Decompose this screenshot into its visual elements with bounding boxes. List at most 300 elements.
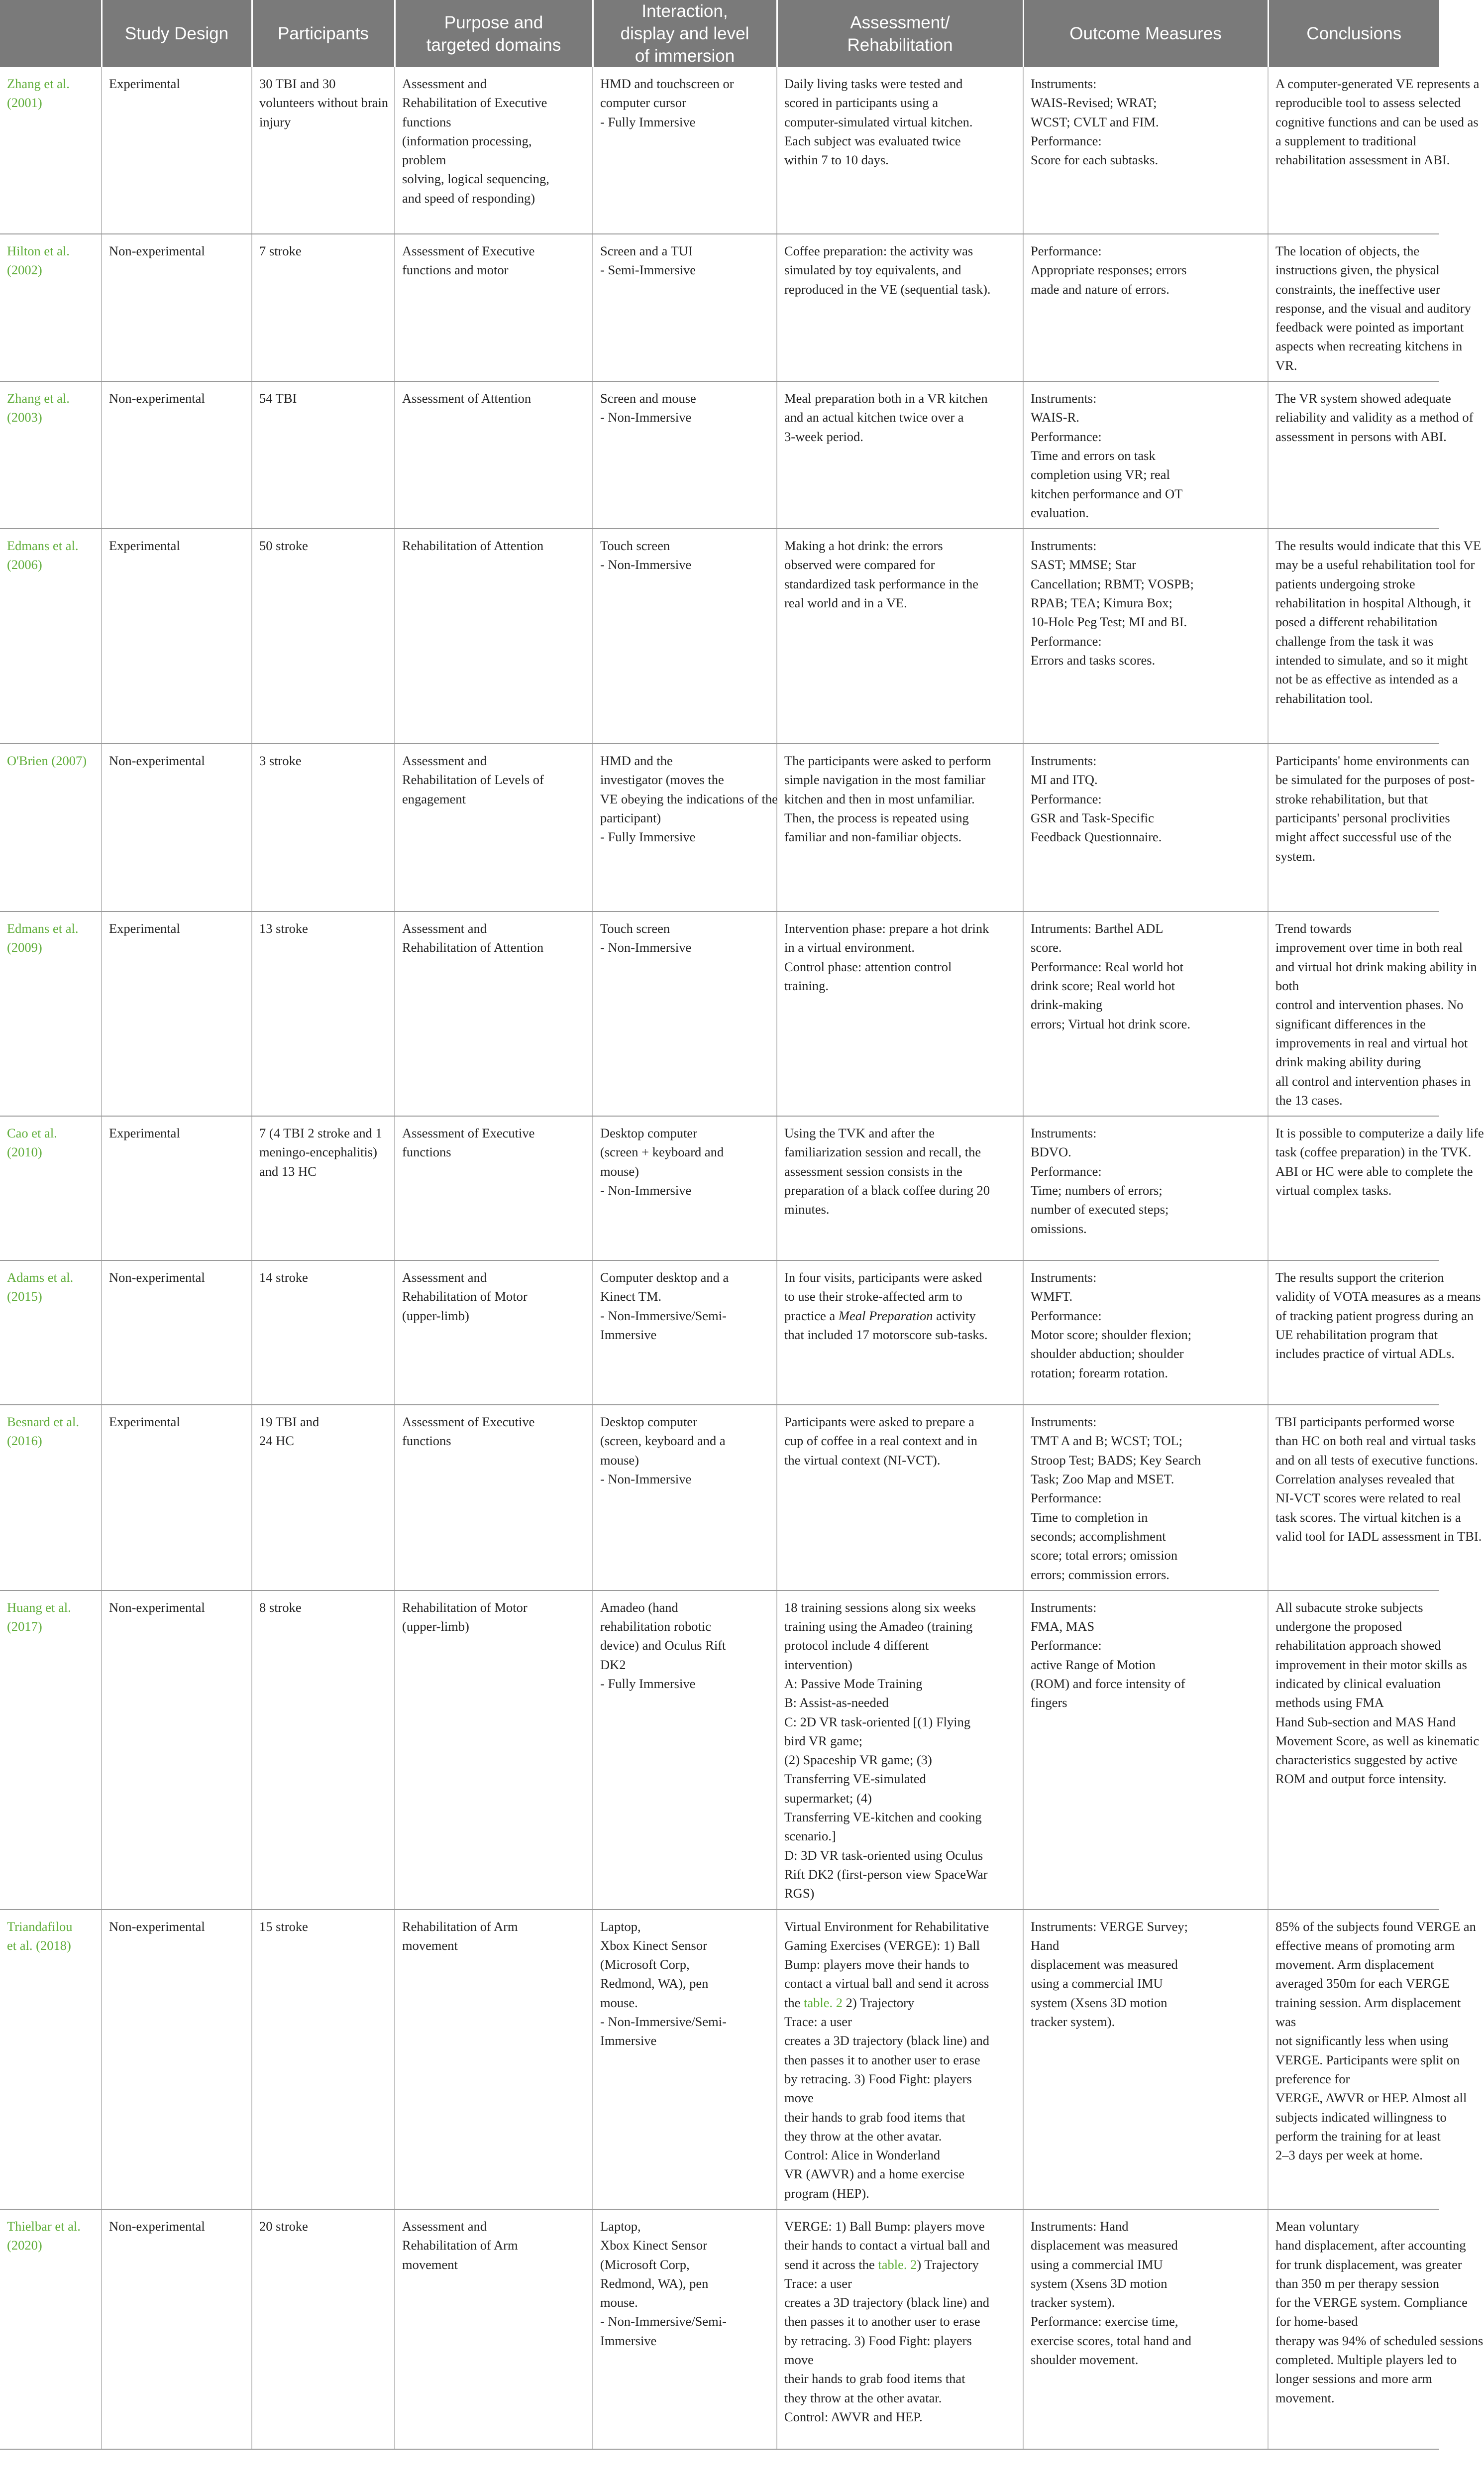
cell-text-line: functions: [402, 114, 451, 129]
cell-text-line: be simulated for the purposes of post-: [1275, 772, 1475, 788]
study-citation-link[interactable]: Thielbar et al.: [7, 2219, 81, 2234]
cell-text-line: Performance: Real world hot: [1031, 959, 1183, 974]
study-cell[interactable]: [0, 911, 102, 1116]
cell-text-line: 2–3 days per week at home.: [1275, 2148, 1423, 2163]
participants-cell: [252, 911, 395, 1116]
cell-text-line: - Fully Immersive: [600, 114, 696, 129]
cell-text-line: 7 stroke: [259, 243, 302, 258]
cell-text-line: WMFT.: [1031, 1289, 1073, 1304]
outcomes-cell: [1023, 1116, 1268, 1260]
cell-text-line: The results support the criterion: [1275, 1270, 1444, 1285]
interaction-cell: [593, 67, 777, 234]
cell-text-line: task (coffee preparation) in the TVK.: [1275, 1144, 1472, 1160]
cell-text-line: for home-based: [1275, 2314, 1358, 2329]
interaction-cell: [593, 529, 777, 744]
cell-text-line: posed a different rehabilitation: [1275, 614, 1438, 630]
cell-text-line: kitchen performance and OT: [1031, 486, 1183, 501]
study-cell[interactable]: [0, 381, 102, 529]
cell-text-line: Instruments:: [1031, 1414, 1097, 1430]
cell-text-line: drink-making: [1031, 997, 1103, 1013]
cell-text-line: Task; Zoo Map and MSET.: [1031, 1471, 1174, 1487]
cell-text-line: Virtual Environment for Rehabilitative: [784, 1919, 989, 1934]
header-row: [0, 0, 1439, 67]
cell-text-line: WAIS-R.: [1031, 410, 1079, 425]
cell-text-line: Intruments: Barthel ADL: [1031, 921, 1164, 936]
cell-text-line: It is possible to computerize a daily life: [1275, 1126, 1484, 1141]
cell-text-line: simple navigation in the most familiar: [784, 772, 986, 788]
assessment-cell: [777, 911, 1023, 1116]
cell-text-line: by retracing. 3) Food Fight: players: [784, 2071, 972, 2086]
cell-text-line: meningo-encephalitis): [259, 1144, 377, 1160]
cell-text-line: then passes it to another user to erase: [784, 2052, 980, 2067]
cell-text-line: Control: Alice in Wonderland: [784, 2148, 941, 2163]
cell-text-line: significant differences in the: [1275, 1016, 1426, 1031]
cell-text-line: instructions given, the physical: [1275, 262, 1440, 278]
study-citation-link[interactable]: Besnard et al.: [7, 1414, 79, 1430]
header-conclusions: Conclusions: [1268, 0, 1439, 67]
cell-text-line: their hands to grab food items that: [784, 2109, 965, 2125]
study-citation-link[interactable]: (2009): [7, 940, 42, 955]
cell-text-line: in a virtual environment.: [784, 940, 915, 955]
cell-text-line: Performance:: [1031, 791, 1102, 806]
cell-text-line: control and intervention phases. No: [1275, 997, 1464, 1013]
cell-text-line: GSR and Task-Specific: [1031, 810, 1154, 826]
purpose-cell: [395, 67, 593, 234]
cell-text-line: Non-experimental: [109, 243, 205, 258]
cell-text-line: Each subject was evaluated twice: [784, 133, 961, 148]
cell-text-line: completed. Multiple players led to: [1275, 2352, 1457, 2368]
design-cell: [102, 381, 252, 529]
cell-text-line: (Microsoft Corp,: [600, 1957, 690, 1972]
header-outcome-measures: Outcome Measures: [1023, 0, 1268, 67]
cell-text-line: reliability and validity as a method of: [1275, 410, 1474, 425]
cell-text-line: Time to completion in: [1031, 1509, 1148, 1525]
cell-text-line: includes practice of virtual ADLs.: [1275, 1346, 1455, 1361]
assessment-cell: [777, 1116, 1023, 1260]
cell-text-line: shoulder abduction; shoulder: [1031, 1346, 1184, 1361]
cell-text-line: than HC on both real and virtual tasks: [1275, 1433, 1476, 1449]
cell-text-line: 14 stroke: [259, 1270, 308, 1285]
cell-text-line: evaluation.: [1031, 505, 1089, 520]
cell-text-line: the table. 2 2) Trajectory: [784, 1995, 915, 2010]
cell-text-line: The results would indicate that this VE: [1275, 538, 1482, 554]
cell-text-line: exercise scores, total hand and: [1031, 2333, 1192, 2348]
cell-text-line: investigator (moves the: [600, 772, 724, 788]
assessment-cell: [777, 1590, 1023, 1910]
cell-text-line: of tracking patient progress during an: [1275, 1308, 1474, 1323]
cell-text-line: Making a hot drink: the errors: [784, 538, 943, 554]
header-interaction: Interaction, display and level of immersion: [593, 0, 777, 67]
cell-text-line: Screen and mouse: [600, 391, 696, 406]
cell-text-line: number of executed steps;: [1031, 1202, 1169, 1217]
cell-text-line: Rift DK2 (first-person view SpaceWar: [784, 1866, 988, 1882]
cell-text-line: mouse.: [600, 1995, 638, 2010]
cell-text-line: (upper-limb): [402, 1619, 469, 1634]
cell-text-line: a supplement to traditional: [1275, 133, 1417, 148]
study-citation-link[interactable]: (2006): [7, 557, 42, 572]
cell-text-line: 20 stroke: [259, 2219, 308, 2234]
cell-text-line: Rehabilitation of Executive: [402, 95, 547, 111]
conclusions-cell: [1268, 911, 1477, 1116]
cell-text-line: 50 stroke: [259, 538, 308, 554]
table-row: [0, 1910, 1439, 2209]
cell-text-line: Instruments:: [1031, 538, 1097, 554]
cell-text-line: Instruments:: [1031, 753, 1097, 769]
cell-text-line: Instruments: Hand: [1031, 2219, 1129, 2234]
study-citation-link[interactable]: Huang et al.: [7, 1599, 71, 1615]
purpose-cell: [395, 1590, 593, 1910]
conclusions-cell: [1268, 1260, 1481, 1405]
cell-text-line: device) and Oculus Rift: [600, 1638, 726, 1653]
interaction-cell: [593, 911, 777, 1116]
cell-text-line: for trunk displacement, was greater: [1275, 2257, 1462, 2272]
cell-text-line: they throw at the other avatar.: [784, 2390, 942, 2405]
cell-text-line: intended to simulate, and so it might: [1275, 652, 1468, 668]
outcomes-cell: [1023, 1405, 1268, 1590]
cell-text-line: for the VERGE system. Compliance: [1275, 2295, 1468, 2310]
cell-text-line: familiarization session and recall, the: [784, 1144, 981, 1160]
participants-cell: [252, 2209, 395, 2449]
interaction-cell: [593, 1590, 777, 1910]
study-citation-link[interactable]: Edmans et al.: [7, 538, 79, 554]
cell-text-line: Amadeo (hand: [600, 1599, 678, 1615]
cell-text-line: Non-experimental: [109, 1270, 205, 1285]
cell-text-line: movement.: [1275, 2390, 1335, 2405]
cell-text-line: 3-week period.: [784, 429, 863, 444]
table-row: [0, 381, 1439, 529]
purpose-cell: [395, 1116, 593, 1260]
cell-text-line: displacement was measured: [1031, 1957, 1178, 1972]
cell-text-line: Redmond, WA), pen: [600, 2275, 709, 2291]
cell-text-line: rehabilitation in hospital Although, it: [1275, 595, 1471, 611]
cell-text-line: Instruments:: [1031, 1126, 1097, 1141]
cell-text-line: Rehabilitation of Arm: [402, 1919, 518, 1934]
cell-text-line: Instruments:: [1031, 1599, 1097, 1615]
participants-cell: [252, 1910, 395, 2209]
conclusions-cell: [1268, 744, 1475, 911]
study-citation-link[interactable]: (2016): [7, 1433, 42, 1449]
cell-text-line: UE rehabilitation program that: [1275, 1327, 1438, 1343]
study-cell[interactable]: [0, 2209, 102, 2449]
cell-text-line: contact a virtual ball and send it across: [784, 1976, 989, 1991]
assessment-cell: [777, 529, 1023, 744]
cell-text-line: score; total errors; omission: [1031, 1548, 1178, 1563]
purpose-cell: [395, 1405, 593, 1590]
cell-text-line: preference for: [1275, 2071, 1350, 2086]
study-citation-link[interactable]: (2001): [7, 95, 42, 111]
cell-text-line: (screen + keyboard and: [600, 1144, 724, 1160]
purpose-cell: [395, 911, 593, 1116]
cell-text-line: Trace: a user: [784, 2275, 852, 2291]
study-citation-link[interactable]: (2010): [7, 1144, 42, 1160]
assessment-cell: [777, 1910, 1023, 2209]
cell-text-line: Control phase: attention control: [784, 959, 952, 974]
cell-text-line: minutes.: [784, 1202, 830, 1217]
participants-cell: [252, 67, 395, 234]
cell-text-line: movement: [402, 2257, 458, 2272]
cell-text-line: move: [784, 2090, 814, 2106]
cell-text-line: Assessment and: [402, 921, 487, 936]
cell-text-line: mouse): [600, 1452, 639, 1468]
cell-text-line: intervention): [784, 1657, 852, 1672]
cell-text-line: Screen and a TUI: [600, 243, 693, 258]
cell-text-line: Performance: exercise time,: [1031, 2314, 1178, 2329]
study-citation-link[interactable]: (2017): [7, 1619, 42, 1634]
interaction-cell: [593, 1910, 777, 2209]
study-citation-link[interactable]: (2020): [7, 2238, 42, 2253]
design-cell: [102, 744, 252, 911]
study-cell[interactable]: [0, 67, 102, 234]
cell-text-line: indicated by clinical evaluation: [1275, 1676, 1441, 1691]
cell-text-line: Rehabilitation of Motor: [402, 1599, 528, 1615]
study-citation-link[interactable]: Triandafilou: [7, 1919, 73, 1934]
cell-text-line: Feedback Questionnaire.: [1031, 829, 1162, 845]
cell-text-line: not be as effective as intended as a: [1275, 672, 1458, 687]
study-citation-link[interactable]: Adams et al.: [7, 1270, 74, 1285]
cell-text-line: functions: [402, 1144, 451, 1160]
study-cell[interactable]: [0, 1910, 102, 2209]
participants-cell: [252, 1260, 395, 1405]
study-citation-link[interactable]: (2002): [7, 262, 42, 278]
cell-text-line: perform the training for at least: [1275, 2128, 1441, 2144]
cell-text-line: methods using FMA: [1275, 1695, 1384, 1710]
cell-text-line: Assessment of Executive: [402, 1414, 535, 1430]
cell-text-line: therapy was 94% of scheduled sessions: [1275, 2333, 1484, 2348]
table-reference-link[interactable]: table. 2: [804, 1995, 843, 2010]
purpose-cell: [395, 1910, 593, 2209]
cell-text-line: rehabilitation robotic: [600, 1619, 711, 1634]
cell-text-line: training.: [784, 978, 829, 994]
cell-text-line: both: [1275, 978, 1299, 994]
study-citation-link[interactable]: Hilton et al.: [7, 243, 70, 258]
cell-text-line: 10-Hole Peg Test; MI and BI.: [1031, 614, 1187, 630]
cell-text-line: standardized task performance in the: [784, 576, 978, 591]
cell-text-line: The participants were asked to perform: [784, 753, 991, 769]
assessment-cell: [777, 744, 1023, 911]
cell-text-line: 24 HC: [259, 1433, 294, 1449]
cell-text-line: scored in participants using a: [784, 95, 939, 111]
cell-text-line: than 350 m per therapy session: [1275, 2275, 1439, 2291]
cell-text-line: move: [784, 2352, 814, 2368]
cell-text-line: Desktop computer: [600, 1414, 698, 1430]
cell-text-line: Assessment of Executive: [402, 243, 535, 258]
cell-text-line: Xbox Kinect Sensor: [600, 1937, 707, 1953]
cell-text-line: Participants were asked to prepare a: [784, 1414, 974, 1430]
cell-text-line: problem: [402, 152, 446, 168]
cell-text-line: Non-experimental: [109, 2219, 205, 2234]
table-row: [0, 911, 1439, 1116]
cell-text-line: rehabilitation tool.: [1275, 690, 1373, 706]
cell-text-line: Participants' home environments can: [1275, 753, 1470, 769]
cell-text-line: protocol include 4 different: [784, 1638, 929, 1653]
cell-text-line: shoulder movement.: [1031, 2352, 1139, 2368]
cell-text-line: injury: [259, 114, 291, 129]
study-cell[interactable]: [0, 744, 102, 911]
study-cell[interactable]: [0, 1405, 102, 1590]
participants-cell: [252, 1405, 395, 1590]
cell-text-line: patients undergoing stroke: [1275, 576, 1415, 591]
study-citation-link[interactable]: et al. (2018): [7, 1937, 71, 1953]
cell-text-line: constraints, the ineffective user: [1275, 281, 1440, 297]
cell-text-line: 3 stroke: [259, 753, 302, 769]
cell-text-line: Immersive: [600, 2033, 657, 2048]
study-citation-link[interactable]: (2015): [7, 1289, 42, 1304]
cell-text-line: - Non-Immersive: [600, 940, 692, 955]
conclusions-cell: [1268, 1116, 1484, 1260]
cell-text-line: and 13 HC: [259, 1163, 317, 1179]
cell-text-line: - Non-Immersive/Semi-: [600, 2014, 727, 2030]
cell-text-line: - Non-Immersive: [600, 557, 692, 572]
cell-text-line: Instruments: VERGE Survey;: [1031, 1919, 1188, 1934]
study-citation-link[interactable]: (2003): [7, 410, 42, 425]
cell-text-line: to use their stroke-affected arm to: [784, 1289, 962, 1304]
cell-text-line: 54 TBI: [259, 391, 297, 406]
interaction-cell: [593, 1405, 777, 1590]
cell-text-line: Assessment and: [402, 1270, 487, 1285]
table-row: [0, 529, 1439, 744]
assessment-cell: [777, 67, 1023, 234]
cell-text-line: TMT A and B; WCST; TOL;: [1031, 1433, 1183, 1449]
cell-text-line: - Semi-Immersive: [600, 262, 696, 278]
study-cell[interactable]: [0, 1590, 102, 1910]
cell-text-line: improvement over time in both real: [1275, 940, 1463, 955]
outcomes-cell: [1023, 67, 1268, 234]
cell-text-line: (2) Spaceship VR game; (3): [784, 1752, 932, 1768]
study-citation-link[interactable]: O'Brien (2007): [7, 753, 87, 769]
cell-text-line: using a commercial IMU: [1031, 2257, 1163, 2272]
cell-text-line: training using the Amadeo (training: [784, 1619, 973, 1634]
cell-text-line: and speed of responding): [402, 190, 535, 206]
participants-cell: [252, 234, 395, 381]
assessment-cell: [777, 381, 1023, 529]
design-cell: [102, 67, 252, 234]
study-cell[interactable]: [0, 234, 102, 381]
study-citation-link[interactable]: Zhang et al.: [7, 76, 70, 91]
cell-text-line: Stroop Test; BADS; Key Search: [1031, 1452, 1201, 1468]
cell-text-line: Instruments:: [1031, 1270, 1097, 1285]
table-reference-link[interactable]: table. 2: [878, 2257, 917, 2272]
cell-text-line: TBI participants performed worse: [1275, 1414, 1455, 1430]
assessment-cell: [777, 1405, 1023, 1590]
cell-text-line: Coffee preparation: the activity was: [784, 243, 973, 258]
cell-text-line: rehabilitation approach showed: [1275, 1638, 1441, 1653]
cell-text-line: Time and errors on task: [1031, 448, 1156, 463]
cell-text-line: Trend towards: [1275, 921, 1352, 936]
header-participants: Participants: [252, 0, 395, 67]
cell-text-line: effective means of promoting arm: [1275, 1937, 1455, 1953]
cell-text-line: not significantly less when using: [1275, 2033, 1449, 2048]
cell-text-line: The location of objects, the: [1275, 243, 1420, 258]
study-cell[interactable]: [0, 529, 102, 744]
study-cell[interactable]: [0, 1260, 102, 1405]
study-cell[interactable]: [0, 1116, 102, 1260]
cell-text-line: All subacute stroke subjects: [1275, 1599, 1423, 1615]
cell-text-line: D: 3D VR task-oriented using Oculus: [784, 1847, 983, 1863]
cell-text-line: familiar and non-familiar objects.: [784, 829, 962, 845]
design-cell: [102, 1260, 252, 1405]
cell-text-line: Errors and tasks scores.: [1031, 652, 1156, 668]
cell-text-line: Non-experimental: [109, 753, 205, 769]
cell-text-line: aspects when recreating kitchens in: [1275, 339, 1463, 354]
cell-text-line: Performance:: [1031, 1163, 1102, 1179]
cell-text-line: movement. Arm displacement: [1275, 1957, 1434, 1972]
cell-text-line: engagement: [402, 791, 466, 806]
cell-text-line: - Non-Immersive: [600, 410, 692, 425]
cell-text-line: (screen, keyboard and a: [600, 1433, 726, 1449]
cell-text-line: may be a useful rehabilitation tool for: [1275, 557, 1475, 572]
cell-text-line: simulated by toy equivalents, and: [784, 262, 961, 278]
cell-text-line: Non-experimental: [109, 1599, 205, 1615]
cell-text-line: Assessment of Executive: [402, 1126, 535, 1141]
cell-text-line: creates a 3D trajectory (black line) and: [784, 2295, 990, 2310]
table-row: [0, 2209, 1439, 2449]
cell-text-line: undergone the proposed: [1275, 1619, 1402, 1634]
table-row: [0, 1116, 1439, 1260]
conclusions-cell: [1268, 234, 1471, 381]
cell-text-line: (Microsoft Corp,: [600, 2257, 690, 2272]
cell-text-line: characteristics suggested by active: [1275, 1752, 1458, 1768]
study-citation-link[interactable]: Cao et al.: [7, 1126, 57, 1141]
cell-text-line: Performance:: [1031, 1638, 1102, 1653]
cell-text-line: - Non-Immersive/Semi-: [600, 1308, 727, 1323]
cell-text-line: Non-experimental: [109, 1919, 205, 1934]
cell-text-line: bird VR game;: [784, 1733, 863, 1748]
cell-text-line: Rehabilitation of Motor: [402, 1289, 528, 1304]
table-row: [0, 67, 1439, 234]
cell-text-line: subjects indicated willingness to: [1275, 2109, 1447, 2125]
cell-text-line: real world and in a VE.: [784, 595, 907, 611]
purpose-cell: [395, 1260, 593, 1405]
cell-text-line: 13 stroke: [259, 921, 308, 936]
cell-text-line: made and nature of errors.: [1031, 281, 1169, 297]
cell-text-line: and virtual hot drink making ability in: [1275, 959, 1477, 974]
outcomes-cell: [1023, 234, 1268, 381]
cell-text-line: VR (AWVR) and a home exercise: [784, 2166, 965, 2182]
study-citation-link[interactable]: Edmans et al.: [7, 921, 79, 936]
cell-text-line: system (Xsens 3D motion: [1031, 2275, 1167, 2291]
cell-text-line: Experimental: [109, 1414, 180, 1430]
study-citation-link[interactable]: Zhang et al.: [7, 391, 70, 406]
cell-text-line: fingers: [1031, 1695, 1067, 1710]
cell-text-line: FMA, MAS: [1031, 1619, 1095, 1634]
cell-text-line: Xbox Kinect Sensor: [600, 2238, 707, 2253]
cell-text-line: system.: [1275, 848, 1316, 864]
cell-text-line: mouse): [600, 1163, 639, 1179]
cell-text-line: program (HEP).: [784, 2185, 869, 2201]
cell-text-line: BDVO.: [1031, 1144, 1071, 1160]
cell-text-line: observed were compared for: [784, 557, 935, 572]
cell-text-line: rotation; forearm rotation.: [1031, 1365, 1168, 1380]
interaction-cell: [593, 381, 777, 529]
cell-text-line: Movement Score, as well as kinematic: [1275, 1733, 1480, 1748]
table-row: [0, 234, 1439, 381]
cell-text-line: solving, logical sequencing,: [402, 171, 549, 187]
cell-text-line: RPAB; TEA; Kimura Box;: [1031, 595, 1172, 611]
cell-text-line: might affect successful use of the: [1275, 829, 1452, 845]
cell-text-line: Computer desktop and a: [600, 1270, 729, 1285]
cell-text-line: the 13 cases.: [1275, 1092, 1343, 1108]
cell-text-line: completion using VR; real: [1031, 467, 1170, 482]
cell-text-line: WCST; CVLT and FIM.: [1031, 114, 1159, 129]
cell-text-line: Touch screen: [600, 538, 670, 554]
interaction-cell: [593, 1116, 777, 1260]
cell-text-line: they throw at the other avatar.: [784, 2128, 942, 2144]
cell-text-line: longer sessions and more arm: [1275, 2371, 1432, 2386]
cell-text-line: Mean voluntary: [1275, 2219, 1360, 2234]
outcomes-cell: [1023, 2209, 1268, 2449]
cell-text-line: Hand Sub-section and MAS Hand: [1275, 1714, 1456, 1729]
cell-text-line: rehabilitation assessment in ABI.: [1275, 152, 1450, 168]
